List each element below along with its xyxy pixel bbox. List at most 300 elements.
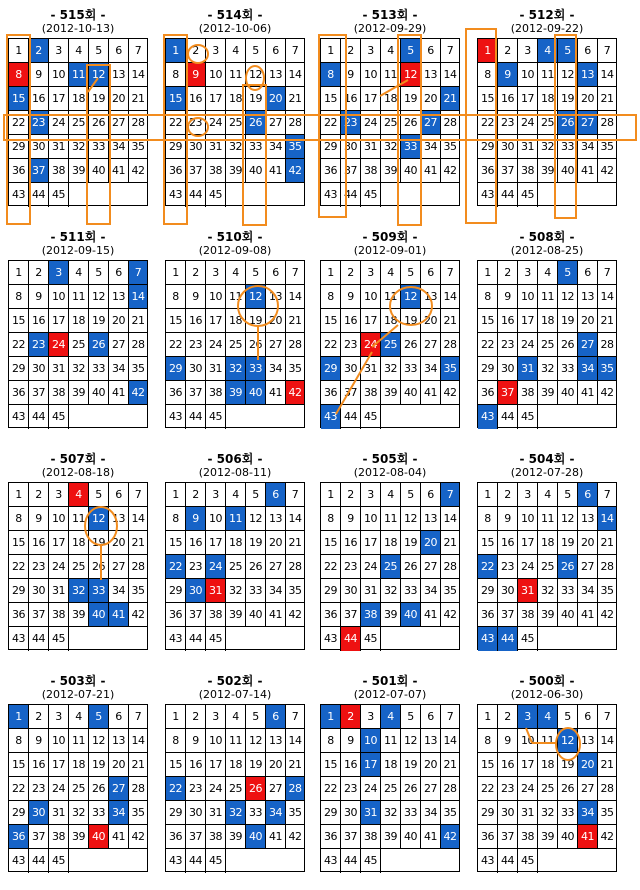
number-cell: 11 [226,507,246,531]
draw-date: (2012-09-08) [198,244,272,257]
number-cell: 26 [401,555,421,579]
number-cell: 24 [518,555,538,579]
number-cell: 43 [166,627,186,651]
draw-title: - 512회 - [519,8,575,22]
empty-cell [401,183,421,207]
number-cell: 16 [29,309,49,333]
number-cell: 1 [9,39,29,63]
number-cell: 6 [266,483,286,507]
number-cell: 34 [578,357,598,381]
number-cell: 26 [558,777,578,801]
number-cell: 19 [89,87,109,111]
number-cell: 8 [478,285,498,309]
number-cell: 20 [109,531,129,555]
number-cell: 23 [341,555,361,579]
empty-cell [421,405,441,429]
number-cell: 32 [538,801,558,825]
number-cell: 38 [518,381,538,405]
number-cell: 42 [129,159,147,183]
number-cell: 23 [29,111,49,135]
number-cell: 3 [49,261,69,285]
number-cell: 20 [109,753,129,777]
empty-cell [246,405,266,429]
number-cell: 10 [206,729,226,753]
number-cell: 33 [89,135,109,159]
number-cell: 20 [421,753,441,777]
empty-cell [129,849,147,873]
empty-cell [226,627,246,651]
number-cell: 38 [518,825,538,849]
number-cell: 13 [578,729,598,753]
number-cell: 43 [321,405,341,429]
draw-panel [320,452,460,652]
number-cell: 22 [166,555,186,579]
number-cell: 42 [286,603,304,627]
draw-panel [8,230,148,430]
number-cell: 20 [421,309,441,333]
number-cell: 15 [478,531,498,555]
number-cell: 41 [109,825,129,849]
number-cell: 28 [129,555,147,579]
number-cell: 43 [166,405,186,429]
number-cell: 43 [166,849,186,873]
number-cell: 16 [341,309,361,333]
number-cell: 2 [498,705,518,729]
number-cell: 33 [558,357,578,381]
number-cell: 31 [49,801,69,825]
number-cell: 30 [186,579,206,603]
number-cell: 20 [421,531,441,555]
number-cell: 32 [538,579,558,603]
number-cell: 44 [186,183,206,207]
number-cell: 25 [226,777,246,801]
number-cell: 17 [518,531,538,555]
draw-panel [8,452,148,652]
number-cell: 19 [558,531,578,555]
number-cell: 33 [401,801,421,825]
empty-cell [109,183,129,207]
number-cell: 15 [478,753,498,777]
number-cell: 33 [401,357,421,381]
number-cell: 28 [441,555,459,579]
number-cell: 33 [246,135,266,159]
number-cell: 20 [578,87,598,111]
number-cell: 27 [109,777,129,801]
number-cell: 45 [361,627,381,651]
number-grid [320,482,460,650]
number-cell: 25 [69,777,89,801]
number-cell: 40 [558,159,578,183]
number-cell: 19 [246,87,266,111]
number-cell: 11 [226,63,246,87]
number-cell: 19 [401,309,421,333]
number-cell: 36 [9,603,29,627]
number-cell: 9 [186,63,206,87]
number-cell: 35 [286,579,304,603]
number-cell: 31 [49,357,69,381]
number-cell: 5 [558,261,578,285]
number-cell: 7 [286,39,304,63]
draw-title: - 506회 - [207,452,263,466]
number-cell: 10 [518,729,538,753]
number-cell: 34 [109,357,129,381]
number-cell: 27 [421,555,441,579]
number-grid [477,260,617,428]
number-cell: 25 [226,111,246,135]
number-cell: 34 [421,579,441,603]
number-cell: 29 [9,801,29,825]
number-cell: 33 [558,579,578,603]
number-cell: 26 [558,333,578,357]
number-cell: 22 [321,777,341,801]
empty-cell [538,405,558,429]
number-cell: 18 [69,753,89,777]
number-cell: 36 [166,159,186,183]
number-cell: 29 [478,579,498,603]
number-cell: 5 [401,261,421,285]
number-cell: 39 [381,381,401,405]
number-cell: 9 [341,729,361,753]
number-cell: 41 [266,159,286,183]
number-cell: 31 [361,357,381,381]
number-cell: 16 [29,531,49,555]
number-cell: 14 [286,285,304,309]
number-cell: 40 [401,381,421,405]
number-cell: 27 [266,777,286,801]
number-cell: 35 [598,357,616,381]
draw-panel [320,230,460,430]
number-cell: 18 [226,87,246,111]
number-cell: 34 [421,135,441,159]
number-grid [8,260,148,428]
draw-date: (2012-10-06) [198,22,272,35]
number-cell: 16 [341,531,361,555]
number-cell: 42 [129,381,147,405]
number-cell: 33 [558,135,578,159]
empty-cell [286,849,304,873]
number-cell: 29 [478,801,498,825]
number-cell: 12 [246,507,266,531]
number-cell: 12 [558,63,578,87]
empty-cell [226,405,246,429]
number-cell: 16 [186,87,206,111]
number-cell: 1 [478,261,498,285]
number-cell: 6 [109,39,129,63]
number-grid [320,260,460,428]
empty-cell [441,849,459,873]
number-cell: 34 [109,801,129,825]
number-cell: 24 [361,111,381,135]
number-cell: 15 [166,531,186,555]
number-cell: 11 [69,285,89,309]
number-cell: 21 [441,309,459,333]
draw-date: (2012-07-28) [510,466,584,479]
number-cell: 18 [538,753,558,777]
number-cell: 37 [341,825,361,849]
number-cell: 6 [421,483,441,507]
number-cell: 13 [266,507,286,531]
number-cell: 5 [558,705,578,729]
number-cell: 32 [381,357,401,381]
number-cell: 40 [89,159,109,183]
number-cell: 21 [441,87,459,111]
number-cell: 36 [478,825,498,849]
number-cell: 24 [518,777,538,801]
number-cell: 39 [69,159,89,183]
number-cell: 36 [166,603,186,627]
number-cell: 37 [498,825,518,849]
number-cell: 8 [9,63,29,87]
number-cell: 21 [286,753,304,777]
number-cell: 43 [478,849,498,873]
empty-cell [286,183,304,207]
number-cell: 32 [226,135,246,159]
number-cell: 21 [441,753,459,777]
number-cell: 24 [206,777,226,801]
number-cell: 9 [341,63,361,87]
number-cell: 20 [109,309,129,333]
number-cell: 30 [341,801,361,825]
number-cell: 9 [498,285,518,309]
number-cell: 17 [206,309,226,333]
number-cell: 12 [89,285,109,309]
draw-panel [165,8,305,208]
number-cell: 35 [441,135,459,159]
number-cell: 13 [109,507,129,531]
number-cell: 44 [341,405,361,429]
draw-date: (2012-07-21) [41,688,115,701]
number-cell: 9 [341,507,361,531]
empty-cell [89,849,109,873]
number-cell: 37 [186,825,206,849]
number-cell: 28 [129,777,147,801]
number-cell: 23 [186,111,206,135]
number-cell: 38 [49,825,69,849]
number-grid [165,38,305,206]
empty-cell [401,627,421,651]
number-cell: 37 [341,381,361,405]
number-cell: 21 [286,309,304,333]
number-cell: 36 [321,825,341,849]
number-cell: 35 [129,801,147,825]
draw-title: - 501회 - [362,674,418,688]
number-cell: 1 [166,483,186,507]
number-cell: 9 [29,63,49,87]
number-cell: 39 [381,825,401,849]
number-cell: 39 [69,603,89,627]
number-cell: 25 [381,333,401,357]
draw-panel [165,452,305,652]
number-cell: 24 [206,555,226,579]
number-cell: 2 [498,483,518,507]
draw-panel [477,8,617,208]
number-cell: 32 [226,579,246,603]
draw-title: - 509회 - [362,230,418,244]
empty-cell [286,405,304,429]
number-cell: 34 [109,579,129,603]
empty-cell [89,627,109,651]
number-cell: 7 [441,39,459,63]
number-cell: 3 [518,261,538,285]
number-grid [8,482,148,650]
number-cell: 44 [29,849,49,873]
number-grid [320,38,460,206]
number-cell: 31 [206,357,226,381]
number-cell: 18 [226,531,246,555]
number-cell: 12 [89,729,109,753]
number-cell: 4 [69,39,89,63]
number-cell: 35 [129,579,147,603]
number-cell: 11 [381,63,401,87]
number-cell: 4 [381,705,401,729]
number-cell: 2 [186,261,206,285]
number-cell: 6 [578,261,598,285]
empty-cell [69,183,89,207]
empty-cell [381,627,401,651]
number-cell: 32 [538,135,558,159]
number-cell: 15 [478,309,498,333]
number-cell: 1 [9,483,29,507]
number-cell: 1 [478,39,498,63]
number-cell: 12 [401,63,421,87]
number-cell: 35 [286,135,304,159]
number-cell: 11 [381,285,401,309]
number-cell: 14 [441,507,459,531]
number-cell: 3 [361,261,381,285]
number-cell: 22 [9,111,29,135]
number-cell: 30 [29,801,49,825]
number-cell: 20 [266,753,286,777]
number-cell: 19 [558,309,578,333]
number-cell: 32 [69,135,89,159]
number-cell: 37 [186,159,206,183]
number-cell: 27 [421,111,441,135]
number-cell: 23 [29,555,49,579]
number-cell: 27 [266,333,286,357]
draw-title: - 514회 - [207,8,263,22]
number-cell: 10 [49,285,69,309]
empty-cell [598,849,616,873]
number-cell: 36 [321,159,341,183]
number-cell: 33 [246,357,266,381]
draw-date: (2012-07-07) [353,688,427,701]
empty-cell [401,849,421,873]
number-cell: 12 [401,507,421,531]
number-cell: 29 [321,357,341,381]
number-cell: 29 [166,579,186,603]
number-cell: 26 [89,777,109,801]
number-cell: 45 [206,849,226,873]
empty-cell [129,405,147,429]
number-cell: 39 [69,825,89,849]
number-cell: 5 [558,483,578,507]
number-cell: 39 [381,159,401,183]
number-cell: 12 [401,285,421,309]
number-cell: 45 [206,627,226,651]
number-cell: 7 [129,261,147,285]
number-cell: 20 [578,309,598,333]
number-cell: 38 [361,603,381,627]
number-cell: 44 [29,405,49,429]
number-cell: 19 [558,87,578,111]
number-cell: 21 [129,309,147,333]
number-cell: 30 [341,135,361,159]
number-cell: 31 [206,801,226,825]
number-cell: 45 [49,405,69,429]
number-cell: 40 [246,603,266,627]
empty-cell [109,627,129,651]
number-cell: 1 [9,261,29,285]
number-cell: 13 [421,507,441,531]
number-cell: 37 [186,603,206,627]
number-cell: 5 [89,39,109,63]
empty-cell [89,183,109,207]
empty-cell [421,183,441,207]
number-cell: 11 [381,507,401,531]
number-cell: 43 [321,627,341,651]
number-cell: 1 [321,39,341,63]
number-cell: 40 [558,381,578,405]
draw-title: - 513회 - [362,8,418,22]
number-cell: 34 [578,801,598,825]
number-cell: 33 [401,579,421,603]
number-cell: 10 [518,507,538,531]
number-cell: 6 [421,705,441,729]
number-cell: 26 [246,333,266,357]
number-grid [165,704,305,872]
number-cell: 16 [498,753,518,777]
number-cell: 11 [69,507,89,531]
number-cell: 9 [186,507,206,531]
number-cell: 44 [186,405,206,429]
empty-cell [286,627,304,651]
number-cell: 45 [49,183,69,207]
number-cell: 17 [518,309,538,333]
number-cell: 29 [478,357,498,381]
draw-date: (2012-09-29) [353,22,427,35]
number-cell: 18 [538,531,558,555]
number-cell: 22 [478,333,498,357]
number-cell: 22 [478,111,498,135]
number-cell: 16 [186,309,206,333]
number-cell: 17 [361,531,381,555]
number-cell: 15 [9,309,29,333]
number-cell: 6 [266,705,286,729]
empty-cell [381,405,401,429]
number-cell: 14 [441,729,459,753]
number-cell: 22 [166,111,186,135]
draw-panel [320,8,460,208]
number-cell: 25 [226,555,246,579]
number-cell: 37 [186,381,206,405]
number-cell: 34 [266,801,286,825]
number-cell: 17 [518,87,538,111]
empty-cell [381,183,401,207]
number-cell: 19 [401,531,421,555]
empty-cell [69,849,89,873]
number-cell: 25 [381,777,401,801]
number-cell: 42 [129,825,147,849]
draw-date: (2012-09-01) [353,244,427,257]
number-cell: 15 [166,87,186,111]
number-cell: 28 [598,111,616,135]
number-cell: 11 [226,285,246,309]
number-cell: 28 [129,333,147,357]
number-cell: 4 [69,705,89,729]
number-cell: 23 [498,555,518,579]
number-cell: 23 [186,555,206,579]
number-cell: 21 [441,531,459,555]
